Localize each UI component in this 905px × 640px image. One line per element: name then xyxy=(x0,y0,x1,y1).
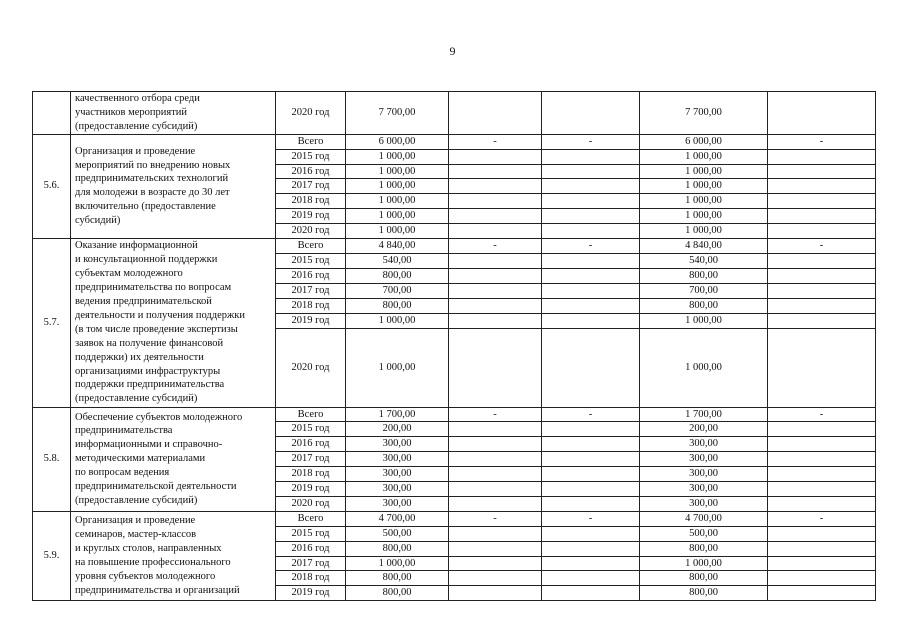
funding-cell: 300,00 xyxy=(640,467,768,482)
year-cell: 2017 год xyxy=(276,556,346,571)
funding-cell xyxy=(449,194,542,209)
total-cell: 500,00 xyxy=(346,526,449,541)
funding-cell xyxy=(449,541,542,556)
description-line: информационными и справочно- xyxy=(75,439,223,451)
funding-cell xyxy=(768,179,876,194)
funding-cell: 1 000,00 xyxy=(640,313,768,328)
funding-cell: 800,00 xyxy=(640,571,768,586)
funding-cell: - xyxy=(449,407,542,422)
total-cell: 800,00 xyxy=(346,586,449,601)
funding-cell xyxy=(542,496,640,511)
description-line: уровня субъектов молодежного xyxy=(75,570,216,582)
page-number: 9 xyxy=(449,44,456,58)
funding-cell: 800,00 xyxy=(640,541,768,556)
funding-cell: 300,00 xyxy=(640,452,768,467)
total-cell: 700,00 xyxy=(346,283,449,298)
year-cell: 2016 год xyxy=(276,164,346,179)
description-line: деятельности и получения поддержки xyxy=(75,309,245,321)
description-line: мероприятий по внедрению новых xyxy=(75,159,231,171)
year-cell: 2019 год xyxy=(276,209,346,224)
funding-cell xyxy=(542,179,640,194)
table-row xyxy=(33,134,876,149)
funding-cell xyxy=(449,298,542,313)
description-line: и консультационной поддержки xyxy=(75,254,218,266)
description-line: предпринимательства по вопросам xyxy=(75,282,232,294)
total-cell: 800,00 xyxy=(346,541,449,556)
total-cell: 800,00 xyxy=(346,298,449,313)
funding-cell xyxy=(449,92,542,135)
funding-cell xyxy=(449,422,542,437)
total-cell: 200,00 xyxy=(346,422,449,437)
description-line: Организация и проведение xyxy=(75,515,196,527)
description-line: предпринимательства xyxy=(75,425,173,437)
funding-cell: - xyxy=(542,511,640,526)
description-line: включительно (предоставление xyxy=(75,201,216,213)
year-cell: 2015 год xyxy=(276,149,346,164)
funding-cell: - xyxy=(542,407,640,422)
funding-cell xyxy=(768,541,876,556)
funding-cell xyxy=(542,586,640,601)
funding-cell xyxy=(542,164,640,179)
item-description xyxy=(71,511,276,600)
description-line: Оказание информационной xyxy=(75,240,198,252)
description-line: субъектам молодежного xyxy=(75,268,183,280)
funding-cell: 7 700,00 xyxy=(640,92,768,135)
year-cell: Всего xyxy=(276,239,346,254)
funding-cell xyxy=(449,571,542,586)
funding-cell: 500,00 xyxy=(640,526,768,541)
funding-cell xyxy=(449,313,542,328)
funding-cell: 300,00 xyxy=(640,437,768,452)
funding-cell xyxy=(449,452,542,467)
funding-cell: 300,00 xyxy=(640,482,768,497)
total-cell: 1 000,00 xyxy=(346,179,449,194)
funding-cell xyxy=(542,452,640,467)
funding-cell xyxy=(542,149,640,164)
total-cell: 300,00 xyxy=(346,467,449,482)
description-line: Организация и проведение xyxy=(75,145,196,157)
funding-cell xyxy=(542,422,640,437)
funding-cell xyxy=(542,556,640,571)
funding-cell xyxy=(542,209,640,224)
funding-cell xyxy=(542,268,640,283)
year-cell: 2016 год xyxy=(276,268,346,283)
description-line: семинаров, мастер-классов xyxy=(75,529,197,541)
funding-cell: 300,00 xyxy=(640,496,768,511)
funding-cell xyxy=(542,298,640,313)
total-cell: 1 000,00 xyxy=(346,556,449,571)
funding-cell: - xyxy=(768,134,876,149)
funding-cell: - xyxy=(449,134,542,149)
funding-cell xyxy=(768,452,876,467)
funding-cell xyxy=(449,328,542,407)
year-cell: 2018 год xyxy=(276,194,346,209)
description-line: на повышение профессионального xyxy=(75,557,231,569)
funding-cell xyxy=(768,586,876,601)
funding-cell: 800,00 xyxy=(640,268,768,283)
funding-cell xyxy=(768,467,876,482)
description-line: поддержки предпринимательства xyxy=(75,379,225,391)
funding-cell xyxy=(449,253,542,268)
total-cell: 800,00 xyxy=(346,571,449,586)
funding-cell xyxy=(768,209,876,224)
funding-cell xyxy=(768,496,876,511)
total-cell: 1 000,00 xyxy=(346,164,449,179)
budget-table xyxy=(32,91,876,601)
total-cell: 1 000,00 xyxy=(346,194,449,209)
funding-cell: 1 000,00 xyxy=(640,194,768,209)
description-line: (предоставление субсидий) xyxy=(75,120,198,132)
funding-cell: 1 700,00 xyxy=(640,407,768,422)
funding-cell: - xyxy=(768,407,876,422)
table-row xyxy=(33,511,876,526)
funding-cell xyxy=(542,571,640,586)
description-line: для молодежи в возрасте до 30 лет xyxy=(75,187,230,199)
funding-cell xyxy=(449,496,542,511)
year-cell: 2020 год xyxy=(276,92,346,135)
description-line: (предоставление субсидий) xyxy=(75,494,198,506)
year-cell: Всего xyxy=(276,407,346,422)
description-line: предпринимательской деятельности xyxy=(75,481,237,493)
year-cell: 2015 год xyxy=(276,253,346,268)
funding-cell: 700,00 xyxy=(640,283,768,298)
description-line: по вопросам ведения xyxy=(75,467,170,479)
funding-cell: 4 700,00 xyxy=(640,511,768,526)
funding-cell: 1 000,00 xyxy=(640,556,768,571)
funding-cell xyxy=(542,224,640,239)
item-description xyxy=(71,239,276,407)
funding-cell xyxy=(542,467,640,482)
item-description xyxy=(71,134,276,238)
funding-cell: 1 000,00 xyxy=(640,328,768,407)
funding-cell: - xyxy=(542,134,640,149)
funding-cell: 200,00 xyxy=(640,422,768,437)
table-row xyxy=(33,407,876,422)
description-line: и круглых столов, направленных xyxy=(75,543,222,555)
description-line: ведения предпринимательской xyxy=(75,295,212,307)
total-cell: 300,00 xyxy=(346,452,449,467)
description-line: Обеспечение субъектов молодежного xyxy=(75,411,243,423)
year-cell: 2018 год xyxy=(276,571,346,586)
funding-cell xyxy=(768,92,876,135)
funding-cell xyxy=(768,328,876,407)
item-description xyxy=(71,407,276,511)
funding-cell xyxy=(768,224,876,239)
funding-cell xyxy=(768,194,876,209)
funding-cell xyxy=(542,313,640,328)
year-cell: 2020 год xyxy=(276,496,346,511)
year-cell: 2016 год xyxy=(276,541,346,556)
description-line: методическими материалами xyxy=(75,453,206,465)
item-number: 5.8. xyxy=(33,407,71,511)
funding-cell xyxy=(449,224,542,239)
funding-cell xyxy=(768,526,876,541)
item-description xyxy=(71,92,276,135)
total-cell: 800,00 xyxy=(346,268,449,283)
year-cell: 2018 год xyxy=(276,467,346,482)
total-cell: 300,00 xyxy=(346,437,449,452)
year-cell: 2020 год xyxy=(276,328,346,407)
item-number: 5.6. xyxy=(33,134,71,238)
funding-cell: - xyxy=(449,511,542,526)
table-row xyxy=(33,239,876,254)
funding-cell xyxy=(542,283,640,298)
funding-cell xyxy=(542,541,640,556)
funding-cell xyxy=(542,92,640,135)
funding-cell xyxy=(449,164,542,179)
funding-cell: 1 000,00 xyxy=(640,149,768,164)
funding-cell: - xyxy=(449,239,542,254)
year-cell: 2019 год xyxy=(276,482,346,497)
total-cell: 4 700,00 xyxy=(346,511,449,526)
funding-cell xyxy=(542,437,640,452)
item-number: 5.7. xyxy=(33,239,71,407)
funding-cell xyxy=(768,164,876,179)
year-cell: Всего xyxy=(276,511,346,526)
year-cell: 2017 год xyxy=(276,179,346,194)
total-cell: 300,00 xyxy=(346,482,449,497)
funding-cell xyxy=(449,283,542,298)
item-number xyxy=(33,92,71,135)
year-cell: 2016 год xyxy=(276,437,346,452)
total-cell: 1 000,00 xyxy=(346,313,449,328)
funding-cell: 1 000,00 xyxy=(640,164,768,179)
year-cell: 2015 год xyxy=(276,422,346,437)
funding-cell: 6 000,00 xyxy=(640,134,768,149)
funding-cell xyxy=(542,526,640,541)
description-line: участников мероприятий xyxy=(75,106,188,118)
year-cell: 2017 год xyxy=(276,283,346,298)
total-cell: 4 840,00 xyxy=(346,239,449,254)
total-cell: 1 000,00 xyxy=(346,224,449,239)
funding-cell xyxy=(449,482,542,497)
funding-cell: 1 000,00 xyxy=(640,224,768,239)
description-line: предпринимательства и организаций xyxy=(75,584,240,596)
funding-cell: 1 000,00 xyxy=(640,179,768,194)
table-row xyxy=(33,92,876,135)
funding-cell xyxy=(768,571,876,586)
funding-cell xyxy=(449,437,542,452)
funding-cell: 4 840,00 xyxy=(640,239,768,254)
funding-cell xyxy=(449,209,542,224)
funding-cell xyxy=(449,268,542,283)
description-line: предпринимательских технологий xyxy=(75,173,229,185)
funding-cell xyxy=(768,437,876,452)
total-cell: 1 000,00 xyxy=(346,149,449,164)
funding-cell xyxy=(449,179,542,194)
funding-cell xyxy=(768,283,876,298)
funding-cell xyxy=(768,253,876,268)
year-cell: 2018 год xyxy=(276,298,346,313)
year-cell: 2019 год xyxy=(276,313,346,328)
description-line: поддержки) их деятельности xyxy=(75,351,204,363)
description-line: качественного отбора среди xyxy=(75,93,200,104)
total-cell: 540,00 xyxy=(346,253,449,268)
funding-cell xyxy=(542,328,640,407)
total-cell: 1 700,00 xyxy=(346,407,449,422)
funding-cell xyxy=(768,149,876,164)
total-cell: 1 000,00 xyxy=(346,209,449,224)
funding-cell xyxy=(542,482,640,497)
description-line: (предоставление субсидий) xyxy=(75,393,198,405)
funding-cell xyxy=(768,482,876,497)
funding-cell: 540,00 xyxy=(640,253,768,268)
funding-cell: 800,00 xyxy=(640,298,768,313)
funding-cell xyxy=(768,268,876,283)
year-cell: 2019 год xyxy=(276,586,346,601)
funding-cell xyxy=(768,298,876,313)
description-line: субсидий) xyxy=(75,215,121,227)
total-cell: 6 000,00 xyxy=(346,134,449,149)
funding-cell: - xyxy=(768,511,876,526)
year-cell: 2015 год xyxy=(276,526,346,541)
total-cell: 7 700,00 xyxy=(346,92,449,135)
description-line: заявок на получение финансовой xyxy=(75,337,224,349)
year-cell: 2017 год xyxy=(276,452,346,467)
funding-cell xyxy=(449,586,542,601)
funding-cell xyxy=(542,253,640,268)
funding-cell xyxy=(768,422,876,437)
funding-cell: - xyxy=(768,239,876,254)
funding-cell: 1 000,00 xyxy=(640,209,768,224)
funding-cell xyxy=(768,313,876,328)
description-line: организациями инфраструктуры xyxy=(75,365,221,377)
funding-cell: - xyxy=(542,239,640,254)
total-cell: 300,00 xyxy=(346,496,449,511)
total-cell: 1 000,00 xyxy=(346,328,449,407)
funding-cell xyxy=(449,149,542,164)
funding-cell xyxy=(542,194,640,209)
year-cell: Всего xyxy=(276,134,346,149)
funding-cell xyxy=(449,467,542,482)
funding-cell xyxy=(768,556,876,571)
item-number: 5.9. xyxy=(33,511,71,600)
year-cell: 2020 год xyxy=(276,224,346,239)
budget-table-body xyxy=(33,92,876,601)
description-line: (в том числе проведение экспертизы xyxy=(75,323,238,335)
funding-cell xyxy=(449,556,542,571)
funding-cell: 800,00 xyxy=(640,586,768,601)
funding-cell xyxy=(449,526,542,541)
